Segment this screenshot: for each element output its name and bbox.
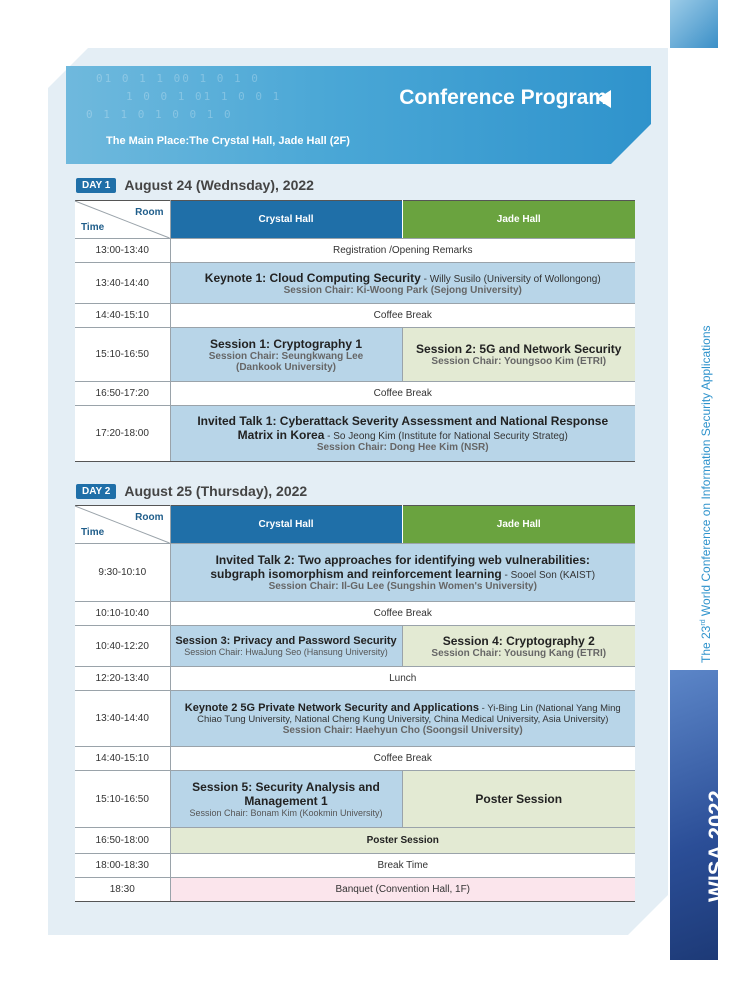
day2-date: August 25 (Thursday), 2022	[124, 483, 308, 499]
banner-title: Conference Program	[399, 86, 607, 109]
banner-subtitle: The Main Place:The Crystal Hall, Jade Hall (2F)	[106, 135, 350, 147]
session-chair: Session Chair: Yousung Kang (ETRI)	[431, 647, 607, 659]
binary-decoration: 0 1 1 0 1 0 0 1 0	[86, 108, 233, 121]
program-banner	[66, 66, 651, 164]
time-cell: 13:40-14:40	[75, 691, 170, 747]
jade-hall-header: Jade Hall	[402, 506, 635, 544]
session-chair: Session Chair: Il-Gu Lee (Sungshin Women's University)	[268, 581, 537, 592]
room-label: Room	[135, 512, 164, 523]
table-row	[75, 304, 635, 328]
time-cell: 14:40-15:10	[75, 747, 170, 771]
time-cell: 15:10-16:50	[75, 328, 170, 382]
table-row	[75, 878, 635, 902]
jade-session-cell	[402, 771, 635, 828]
event-cell: Coffee Break	[170, 304, 635, 328]
table-row	[75, 691, 635, 747]
time-cell: 18:00-18:30	[75, 854, 170, 878]
room-label: Room	[135, 207, 164, 218]
event-cell: Registration /Opening Remarks	[170, 239, 635, 263]
time-cell: 17:20-18:00	[75, 406, 170, 462]
day1-heading	[76, 176, 314, 194]
binary-decoration: 01 0 1 1 00 1 0 1 0	[96, 72, 260, 85]
session-chair: Session Chair: Seungkwang Lee (Dankook University)	[208, 350, 364, 373]
day1-schedule-table	[75, 200, 635, 462]
table-row	[75, 854, 635, 878]
table-row	[75, 328, 635, 382]
event-cell: Coffee Break	[170, 602, 635, 626]
table-row	[75, 544, 635, 602]
table-row	[75, 771, 635, 828]
invited-talk-cell	[170, 406, 635, 462]
session-title: Poster Session	[475, 792, 563, 806]
day1-date: August 24 (Wednsday), 2022	[124, 177, 314, 193]
jade-session-cell	[402, 626, 635, 667]
banner-corner-cut	[611, 124, 651, 164]
wisa-logo	[670, 670, 729, 960]
jade-session-cell	[402, 328, 635, 382]
session-title: Invited Talk 2: Two approaches for identifying web vulnerabilities: subgraph isomorphism and reinforcement learning	[210, 553, 590, 581]
session-chair: Session Chair: Bonam Kim (Kookmin University)	[189, 808, 383, 818]
time-cell: 16:50-18:00	[75, 828, 170, 854]
time-cell: 10:10-10:40	[75, 602, 170, 626]
table-header-corner	[75, 201, 170, 239]
table-row	[75, 602, 635, 626]
table-row	[75, 828, 635, 854]
session-title: Session 3: Privacy and Password Security	[175, 635, 397, 647]
table-row	[75, 667, 635, 691]
table-row	[75, 406, 635, 462]
keynote-cell	[170, 263, 635, 304]
speaker: - So Jeong Kim (Institute for National Security Strateg)	[324, 431, 568, 442]
poster-session-cell: Poster Session	[170, 828, 635, 854]
crystal-session-cell	[170, 328, 402, 382]
binary-decoration: 1 0 0 1 01 1 0 0 1	[126, 90, 282, 103]
speaker: - Willy Susilo (University of Wollongong)	[420, 273, 601, 285]
time-cell: 9:30-10:10	[75, 544, 170, 602]
table-header-corner	[75, 506, 170, 544]
session-chair: Session Chair: Youngsoo Kim (ETRI)	[431, 356, 607, 367]
speaker: - Sooel Son (KAIST)	[501, 570, 596, 581]
time-cell: 14:40-15:10	[75, 304, 170, 328]
corner-cube-graphic	[670, 0, 718, 48]
time-cell: 12:20-13:40	[75, 667, 170, 691]
arrow-left-icon	[597, 90, 611, 108]
crystal-session-cell	[170, 771, 402, 828]
banquet-cell: Banquet (Convention Hall, 1F)	[170, 878, 635, 902]
event-cell: Lunch	[170, 667, 635, 691]
session-title: Invited Talk 1: Cyberattack Severity Assessment and National Response Matrix in Korea	[197, 414, 609, 442]
speaker: - Yi-Bing Lin (National Yang Ming Chiao Tung University, National Cheng Kung University, China Medical University, Asia University)	[197, 702, 621, 725]
session-title: Session 1: Cryptography 1	[209, 336, 363, 351]
jade-hall-header: Jade Hall	[402, 201, 635, 239]
table-row	[75, 239, 635, 263]
wisa-logo-text: WISA 2022	[704, 790, 729, 902]
session-chair: Session Chair: Ki-Woong Park (Sejong University)	[283, 284, 522, 296]
session-title: Keynote 1: Cloud Computing Security	[204, 270, 421, 285]
day2-badge: DAY 2	[76, 484, 116, 499]
event-cell: Coffee Break	[170, 747, 635, 771]
time-cell: 13:00-13:40	[75, 239, 170, 263]
time-cell: 13:40-14:40	[75, 263, 170, 304]
table-row	[75, 747, 635, 771]
conference-caption: The 23rd World Conference on Information Security Applications	[699, 325, 713, 663]
time-label: Time	[81, 527, 105, 538]
table-row	[75, 263, 635, 304]
table-row	[75, 626, 635, 667]
crystal-hall-header: Crystal Hall	[170, 506, 402, 544]
session-title: Session 2: 5G and Network Security	[416, 342, 622, 356]
session-chair: Session Chair: Dong Hee Kim (NSR)	[316, 442, 489, 453]
session-title: Session 5: Security Analysis and Management 1	[192, 780, 380, 808]
time-label: Time	[81, 222, 105, 233]
session-title: Session 4: Cryptography 2	[442, 633, 595, 648]
crystal-hall-header: Crystal Hall	[170, 201, 402, 239]
day2-heading	[76, 482, 307, 500]
time-cell: 15:10-16:50	[75, 771, 170, 828]
time-cell: 18:30	[75, 878, 170, 902]
session-title: Keynote 2 5G Private Network Security and Applications	[184, 701, 480, 714]
session-chair: Session Chair: HwaJung Seo (Hansung University)	[184, 647, 388, 657]
crystal-session-cell	[170, 626, 402, 667]
day2-schedule-table	[75, 505, 635, 902]
invited-talk-cell	[170, 544, 635, 602]
event-cell: Coffee Break	[170, 382, 635, 406]
day1-badge: DAY 1	[76, 178, 116, 193]
keynote-cell	[170, 691, 635, 747]
time-cell: 10:40-12:20	[75, 626, 170, 667]
session-chair: Session Chair: Haehyun Cho (Soongsil University)	[282, 724, 523, 736]
table-row	[75, 382, 635, 406]
time-cell: 16:50-17:20	[75, 382, 170, 406]
event-cell: Break Time	[170, 854, 635, 878]
